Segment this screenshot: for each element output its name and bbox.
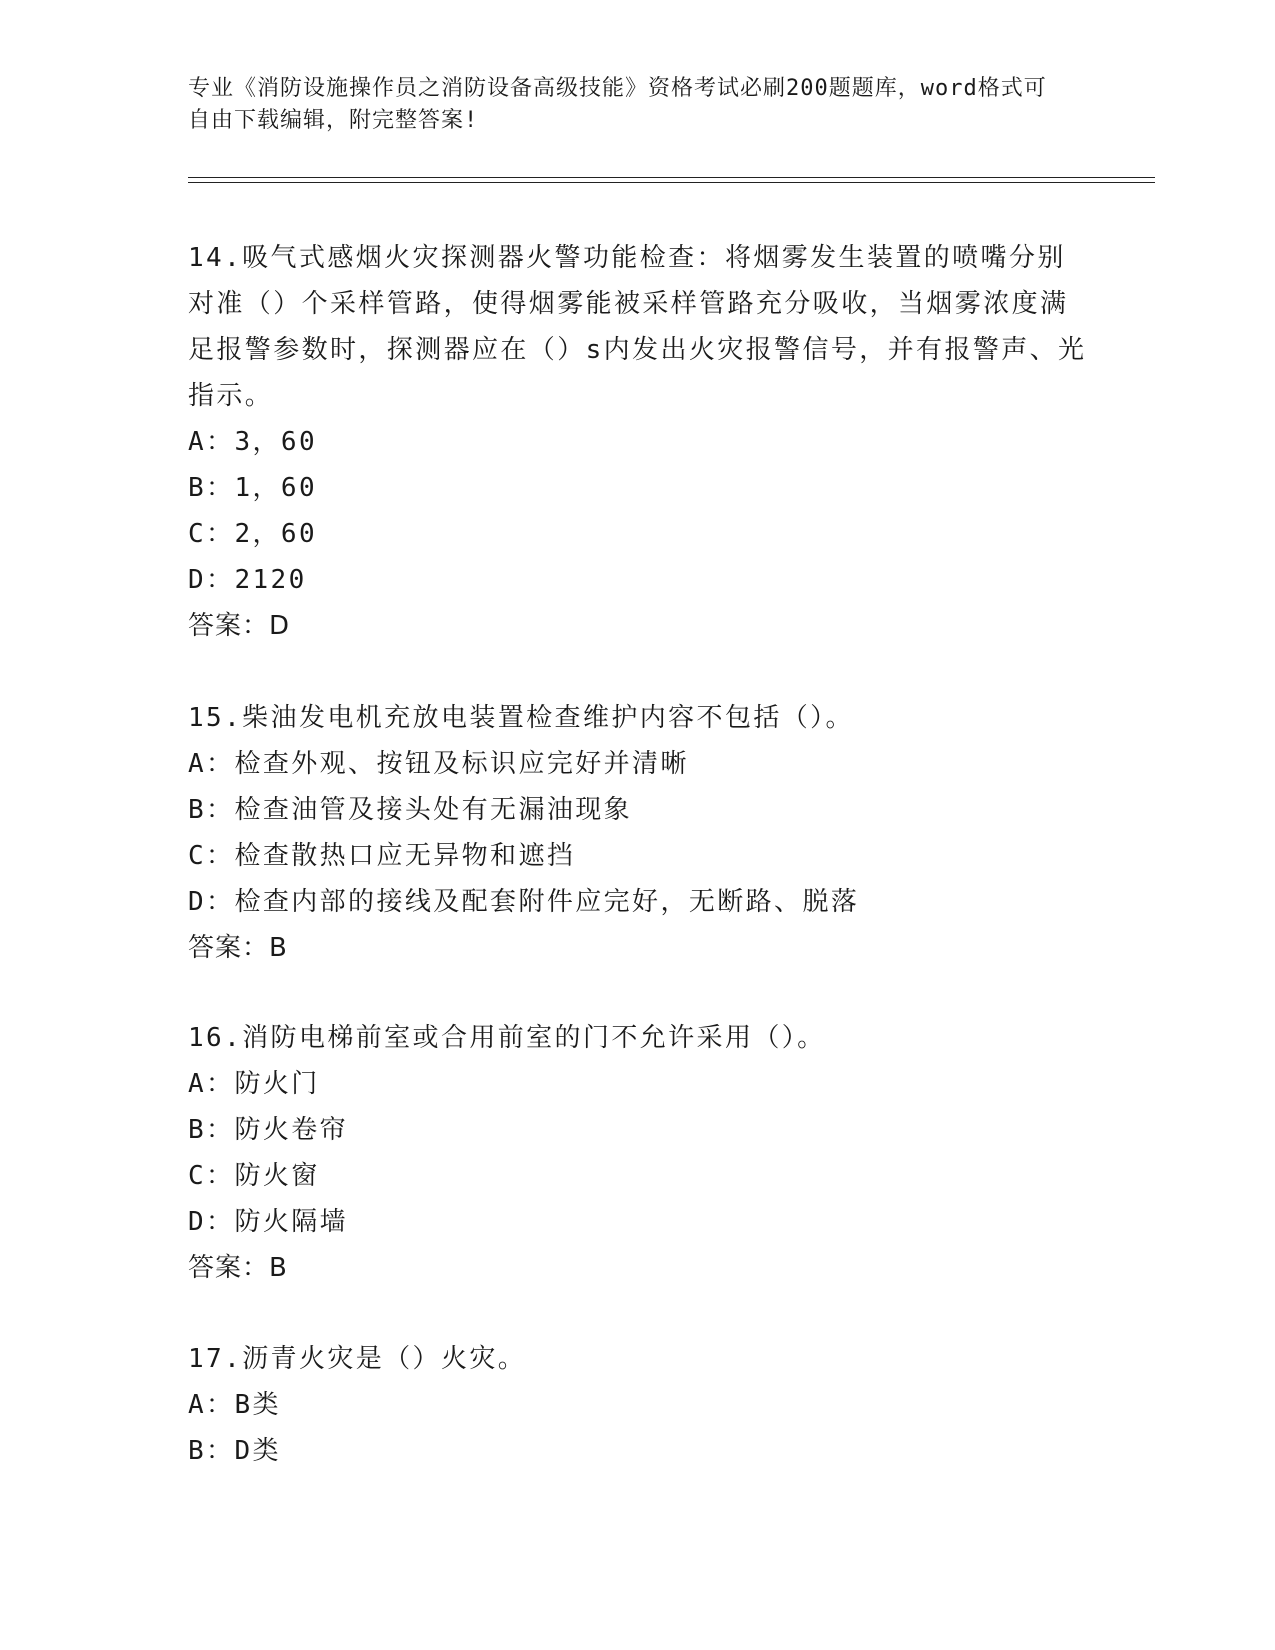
answer: 答案：B: [188, 933, 288, 963]
answer: 答案：D: [188, 611, 291, 641]
option-c: C：防火窗: [188, 1161, 320, 1191]
option-a: A：B类: [188, 1390, 281, 1420]
option-d: D：2120: [188, 565, 307, 595]
question-16: [188, 1015, 1088, 1291]
header-divider-bottom: [188, 182, 1155, 183]
option-b: B：1，60: [188, 473, 318, 503]
answer: 答案：B: [188, 1253, 288, 1283]
option-d: D：防火隔墙: [188, 1207, 349, 1237]
option-c: C：检查散热口应无异物和遮挡: [188, 841, 576, 871]
question-15: [188, 695, 1088, 971]
option-d: D：检查内部的接线及配套附件应完好，无断路、脱落: [188, 887, 860, 917]
question-stem: 16.消防电梯前室或合用前室的门不允许采用（）。: [188, 1023, 826, 1053]
question-17: [188, 1336, 1088, 1474]
option-c: C：2，60: [188, 519, 318, 549]
document-header: 专业《消防设施操作员之消防设备高级技能》资格考试必刷200题题库，word格式可自由下载编辑，附完整答案!: [188, 76, 1047, 133]
option-b: B：防火卷帘: [188, 1115, 349, 1145]
question-stem: 14.吸气式感烟火灾探测器火警功能检查：将烟雾发生装置的喷嘴分别对准（）个采样管路，使得烟雾能被采样管路充分吸收，当烟雾浓度满足报警参数时，探测器应在（）s内发出火灾报警信号，并有报警声、光指示。: [188, 243, 1087, 411]
question-14: [188, 235, 1088, 649]
option-a: A：检查外观、按钮及标识应完好并清晰: [188, 749, 689, 779]
question-stem: 17.沥青火灾是（）火灾。: [188, 1344, 527, 1374]
option-b: B：D类: [188, 1436, 281, 1466]
option-a: A：3，60: [188, 427, 318, 457]
option-a: A：防火门: [188, 1069, 320, 1099]
question-stem: 15.柴油发电机充放电装置检查维护内容不包括（）。: [188, 703, 854, 733]
header-divider-top: [188, 177, 1155, 178]
option-b: B：检查油管及接头处有无漏油现象: [188, 795, 633, 825]
